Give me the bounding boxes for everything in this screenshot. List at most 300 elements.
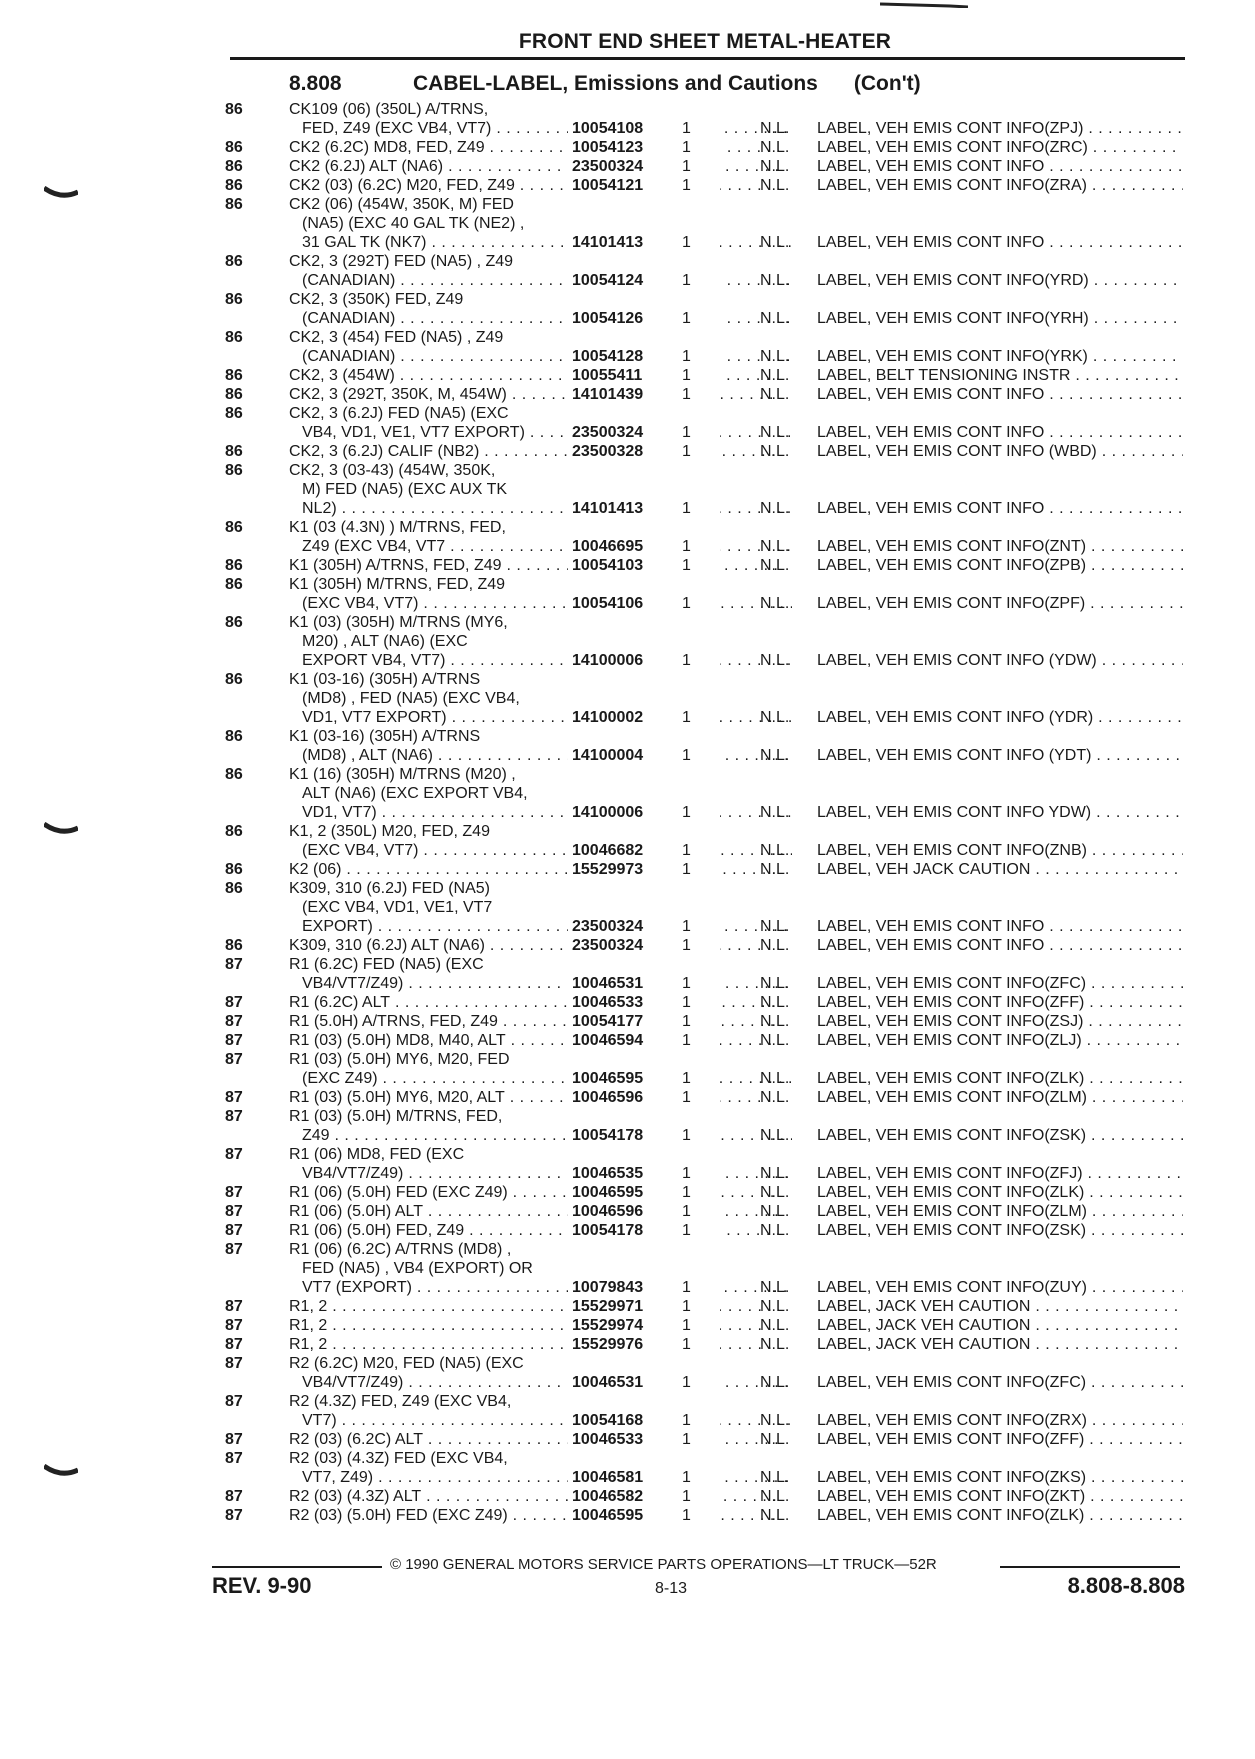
part-number: 23500324 bbox=[568, 157, 720, 176]
description-text: VT7 (EXPORT) . . . bbox=[302, 1278, 792, 1297]
parts-entry bbox=[224, 1031, 1184, 1050]
description-text: R1 (03) (5.0H) MY6, M20, ALT . . . bbox=[289, 1088, 779, 1107]
description-text: K1 (03) (305H) M/TRNS (MY6, bbox=[289, 614, 508, 631]
part-number: 10046596 bbox=[568, 1088, 720, 1107]
description-text: R1 (6.2C) ALT . . . bbox=[289, 993, 779, 1012]
entry-line bbox=[224, 461, 1184, 480]
list-price-code: N.L. bbox=[760, 1165, 790, 1182]
description-text: K309, 310 (6.2J) FED (NA5) bbox=[289, 880, 490, 897]
quantity: 1 bbox=[682, 1469, 691, 1486]
group-number: 86 bbox=[225, 443, 243, 460]
part-name: LABEL, VEH EMIS CONT INFO(ZPJ) . . . bbox=[817, 119, 1183, 138]
group-number: 86 bbox=[225, 557, 243, 574]
entry-line bbox=[224, 1411, 1184, 1430]
entry-line bbox=[224, 1392, 1184, 1411]
quantity: 1 bbox=[682, 1184, 691, 1201]
description-text: CK2 (6.2C) MD8, FED, Z49 . . . bbox=[289, 138, 779, 157]
footer-revision: REV. 9-90 bbox=[212, 1573, 312, 1598]
part-name: LABEL, VEH EMIS CONT INFO(ZLK) . . . bbox=[817, 1183, 1183, 1202]
part-name: LABEL, VEH EMIS CONT INFO(ZNT) . . . bbox=[817, 537, 1183, 556]
part-number: 10054128 bbox=[568, 347, 720, 366]
binder-hole-mark bbox=[44, 1464, 78, 1478]
part-name: LABEL, VEH EMIS CONT INFO(ZLM) . . . bbox=[817, 1088, 1183, 1107]
quantity: 1 bbox=[682, 1203, 691, 1220]
part-name: LABEL, VEH EMIS CONT INFO(ZSK) . . . bbox=[817, 1126, 1183, 1145]
quantity: 1 bbox=[682, 538, 691, 555]
quantity: 1 bbox=[682, 1507, 691, 1524]
entry-line bbox=[224, 803, 1184, 822]
parts-entry bbox=[224, 765, 1184, 822]
part-name: LABEL, VEH EMIS CONT INFO . . . bbox=[817, 157, 1183, 176]
parts-entry bbox=[224, 1316, 1184, 1335]
entry-line bbox=[224, 271, 1184, 290]
list-price-code: N.L. bbox=[760, 348, 790, 365]
list-price-code: N.L. bbox=[760, 158, 790, 175]
parts-entry bbox=[224, 290, 1184, 328]
quantity: 1 bbox=[682, 975, 691, 992]
parts-entry bbox=[224, 1145, 1184, 1183]
part-name: LABEL, VEH EMIS CONT INFO(ZFC) . . . bbox=[817, 974, 1183, 993]
description-text: K1 (03 (4.3N) ) M/TRNS, FED, bbox=[289, 519, 506, 536]
part-number: 10079843 bbox=[568, 1278, 720, 1297]
entry-line bbox=[224, 1164, 1184, 1183]
group-number: 86 bbox=[225, 196, 243, 213]
part-name: LABEL, VEH EMIS CONT INFO . . . bbox=[817, 385, 1183, 404]
description-text: R1 (06) (5.0H) FED, Z49 . . . bbox=[289, 1221, 779, 1240]
quantity: 1 bbox=[682, 1032, 691, 1049]
entry-line bbox=[224, 1506, 1184, 1525]
entry-line bbox=[224, 119, 1184, 138]
part-name: LABEL, VEH EMIS CONT INFO(ZNB) . . . bbox=[817, 841, 1183, 860]
entry-line bbox=[224, 1430, 1184, 1449]
list-price-code: N.L. bbox=[760, 1488, 790, 1505]
footer-page-number: 8-13 bbox=[655, 1580, 688, 1597]
part-number: 14100004 bbox=[568, 746, 720, 765]
description-text: R1 (06) (6.2C) A/TRNS (MD8) , bbox=[289, 1241, 512, 1258]
group-number: 86 bbox=[225, 880, 243, 897]
part-number: 10046533 bbox=[568, 1430, 720, 1449]
description-text: VB4, VD1, VE1, VT7 EXPORT) . . . bbox=[302, 423, 792, 442]
description-text: K1, 2 (350L) M20, FED, Z49 bbox=[289, 823, 490, 840]
quantity: 1 bbox=[682, 177, 691, 194]
part-name: LABEL, VEH EMIS CONT INFO(ZKT) . . . bbox=[817, 1487, 1183, 1506]
description-text: R1 (6.2C) FED (NA5) (EXC bbox=[289, 956, 484, 973]
quantity: 1 bbox=[682, 842, 691, 859]
part-number: 10054121 bbox=[568, 176, 720, 195]
entry-line bbox=[224, 1468, 1184, 1487]
parts-entry bbox=[224, 157, 1184, 176]
description-text: K1 (305H) M/TRNS, FED, Z49 bbox=[289, 576, 506, 593]
entry-line bbox=[224, 1297, 1184, 1316]
parts-entry bbox=[224, 1240, 1184, 1297]
part-number: 10054106 bbox=[568, 594, 720, 613]
description-text: VB4/VT7/Z49) . . . bbox=[302, 1373, 792, 1392]
list-price-code: N.L. bbox=[760, 842, 790, 859]
group-number: 87 bbox=[225, 1317, 243, 1334]
part-name: LABEL, VEH EMIS CONT INFO(ZFC) . . . bbox=[817, 1373, 1183, 1392]
entry-line bbox=[224, 689, 1184, 708]
description-text: R2 (03) (4.3Z) ALT . . . bbox=[289, 1487, 779, 1506]
entry-line bbox=[224, 993, 1184, 1012]
description-text: EXPORT) . . . bbox=[302, 917, 792, 936]
quantity: 1 bbox=[682, 937, 691, 954]
group-number: 86 bbox=[225, 614, 243, 631]
quantity: 1 bbox=[682, 1013, 691, 1030]
list-price-code: N.L. bbox=[760, 557, 790, 574]
description-text: R2 (03) (4.3Z) FED (EXC VB4, bbox=[289, 1450, 508, 1467]
part-name: LABEL, JACK VEH CAUTION . . . bbox=[817, 1335, 1183, 1354]
description-text: R2 (6.2C) M20, FED (NA5) (EXC bbox=[289, 1355, 524, 1372]
description-text: ALT (NA6) (EXC EXPORT VB4, bbox=[302, 785, 528, 802]
parts-entry bbox=[224, 1202, 1184, 1221]
scan-mark bbox=[880, 0, 968, 8]
description-text: R1 (03) (5.0H) MY6, M20, FED bbox=[289, 1051, 510, 1068]
group-number: 87 bbox=[225, 1203, 243, 1220]
group-number: 86 bbox=[225, 671, 243, 688]
group-number: 87 bbox=[225, 956, 243, 973]
quantity: 1 bbox=[682, 1374, 691, 1391]
parts-entry bbox=[224, 1449, 1184, 1487]
section-title: CABEL-LABEL, Emissions and Cautions bbox=[413, 72, 818, 95]
part-number: 15529973 bbox=[568, 860, 720, 879]
description-text: (MD8) , ALT (NA6) . . . bbox=[302, 746, 792, 765]
part-number: 23500324 bbox=[568, 423, 720, 442]
entry-line bbox=[224, 613, 1184, 632]
section-heading bbox=[289, 72, 921, 96]
entry-line bbox=[224, 1259, 1184, 1278]
entry-line bbox=[224, 1354, 1184, 1373]
description-text: NL2) . . . bbox=[302, 499, 792, 518]
part-number: 10046682 bbox=[568, 841, 720, 860]
parts-entry bbox=[224, 727, 1184, 765]
group-number: 86 bbox=[225, 405, 243, 422]
quantity: 1 bbox=[682, 234, 691, 251]
footer-section-range: 8.808-8.808 bbox=[1067, 1573, 1185, 1598]
part-number: 14101439 bbox=[568, 385, 720, 404]
description-text: (EXC VB4, VT7) . . . bbox=[302, 594, 792, 613]
entry-line bbox=[224, 480, 1184, 499]
list-price-code: N.L. bbox=[760, 804, 790, 821]
parts-entry bbox=[224, 860, 1184, 879]
parts-entry bbox=[224, 1088, 1184, 1107]
description-text: K1 (305H) A/TRNS, FED, Z49 . . . bbox=[289, 556, 779, 575]
description-text: (CANADIAN) . . . bbox=[302, 309, 792, 328]
entry-line bbox=[224, 1202, 1184, 1221]
list-price-code: N.L. bbox=[760, 994, 790, 1011]
list-price-code: N.L. bbox=[760, 538, 790, 555]
part-number: 23500324 bbox=[568, 936, 720, 955]
entry-line bbox=[224, 936, 1184, 955]
group-number: 87 bbox=[225, 1450, 243, 1467]
header-rule bbox=[230, 57, 1185, 60]
description-text: R1 (06) (5.0H) ALT . . . bbox=[289, 1202, 779, 1221]
description-text: (MD8) , FED (NA5) (EXC VB4, bbox=[302, 690, 520, 707]
parts-entry bbox=[224, 1221, 1184, 1240]
description-text: CK2 (06) (454W, 350K, M) FED bbox=[289, 196, 514, 213]
part-number: 15529971 bbox=[568, 1297, 720, 1316]
entry-line bbox=[224, 651, 1184, 670]
quantity: 1 bbox=[682, 386, 691, 403]
parts-entry bbox=[224, 993, 1184, 1012]
part-name: LABEL, VEH EMIS CONT INFO(ZFF) . . . bbox=[817, 1430, 1183, 1449]
list-price-code: N.L. bbox=[760, 937, 790, 954]
part-name: LABEL, VEH EMIS CONT INFO(ZLK) . . . bbox=[817, 1506, 1183, 1525]
entry-line bbox=[224, 385, 1184, 404]
part-name: LABEL, VEH EMIS CONT INFO (YDR) . . . bbox=[817, 708, 1183, 727]
parts-entry bbox=[224, 1487, 1184, 1506]
part-name: LABEL, VEH EMIS CONT INFO(ZPF) . . . bbox=[817, 594, 1183, 613]
part-number: 10046595 bbox=[568, 1183, 720, 1202]
part-number: 10054123 bbox=[568, 138, 720, 157]
quantity: 1 bbox=[682, 804, 691, 821]
group-number: 87 bbox=[225, 1222, 243, 1239]
parts-entry bbox=[224, 1430, 1184, 1449]
description-text: EXPORT VB4, VT7) . . . bbox=[302, 651, 792, 670]
part-number: 10054108 bbox=[568, 119, 720, 138]
part-name: LABEL, VEH EMIS CONT INFO(ZSJ) . . . bbox=[817, 1012, 1183, 1031]
description-text: R1, 2 . . . bbox=[289, 1316, 779, 1335]
part-number: 10054126 bbox=[568, 309, 720, 328]
part-number: 10046596 bbox=[568, 1202, 720, 1221]
description-text: (CANADIAN) . . . bbox=[302, 347, 792, 366]
entry-line bbox=[224, 518, 1184, 537]
part-number: 10054168 bbox=[568, 1411, 720, 1430]
quantity: 1 bbox=[682, 139, 691, 156]
list-price-code: N.L. bbox=[760, 1431, 790, 1448]
parts-entry bbox=[224, 822, 1184, 860]
description-text: (EXC VB4, VT7) . . . bbox=[302, 841, 792, 860]
part-number: 15529974 bbox=[568, 1316, 720, 1335]
part-name: LABEL, VEH EMIS CONT INFO(ZPB) . . . bbox=[817, 556, 1183, 575]
entry-line bbox=[224, 1050, 1184, 1069]
entry-line bbox=[224, 214, 1184, 233]
list-price-code: N.L. bbox=[760, 443, 790, 460]
group-number: 87 bbox=[225, 1298, 243, 1315]
group-number: 87 bbox=[225, 1355, 243, 1372]
group-number: 86 bbox=[225, 329, 243, 346]
parts-entry bbox=[224, 1012, 1184, 1031]
list-price-code: N.L. bbox=[760, 595, 790, 612]
description-text: CK2, 3 (350K) FED, Z49 bbox=[289, 291, 464, 308]
list-price-code: N.L. bbox=[760, 1507, 790, 1524]
entry-line bbox=[224, 499, 1184, 518]
part-name: LABEL, VEH EMIS CONT INFO(ZFJ) . . . bbox=[817, 1164, 1183, 1183]
quantity: 1 bbox=[682, 557, 691, 574]
description-text: CK2 (03) (6.2C) M20, FED, Z49 . . . bbox=[289, 176, 779, 195]
description-text: CK2, 3 (03-43) (454W, 350K, bbox=[289, 462, 496, 479]
part-name: LABEL, VEH EMIS CONT INFO(ZKS) . . . bbox=[817, 1468, 1183, 1487]
part-number: 10046595 bbox=[568, 1069, 720, 1088]
description-text: R2 (03) (5.0H) FED (EXC Z49) . . . bbox=[289, 1506, 779, 1525]
group-number: 86 bbox=[225, 937, 243, 954]
list-price-code: N.L. bbox=[760, 272, 790, 289]
entry-line bbox=[224, 1221, 1184, 1240]
part-name: LABEL, VEH EMIS CONT INFO (YDW) . . . bbox=[817, 651, 1183, 670]
entry-line bbox=[224, 404, 1184, 423]
list-price-code: N.L. bbox=[760, 1127, 790, 1144]
part-name: LABEL, JACK VEH CAUTION . . . bbox=[817, 1316, 1183, 1335]
entry-line bbox=[224, 594, 1184, 613]
description-text: CK109 (06) (350L) A/TRNS, bbox=[289, 101, 489, 118]
group-number: 86 bbox=[225, 861, 243, 878]
part-number: 10046581 bbox=[568, 1468, 720, 1487]
list-price-code: N.L. bbox=[760, 1032, 790, 1049]
description-text: CK2, 3 (454W) . . . bbox=[289, 366, 779, 385]
part-number: 10054178 bbox=[568, 1221, 720, 1240]
entry-line bbox=[224, 233, 1184, 252]
part-name: LABEL, VEH EMIS CONT INFO(ZRX) . . . bbox=[817, 1411, 1183, 1430]
parts-entry bbox=[224, 879, 1184, 936]
parts-entry bbox=[224, 1050, 1184, 1088]
list-price-code: N.L. bbox=[760, 1070, 790, 1087]
quantity: 1 bbox=[682, 367, 691, 384]
entry-line bbox=[224, 1240, 1184, 1259]
description-text: CK2, 3 (292T) FED (NA5) , Z49 bbox=[289, 253, 514, 270]
part-name: LABEL, VEH EMIS CONT INFO . . . bbox=[817, 917, 1183, 936]
group-number: 87 bbox=[225, 1241, 243, 1258]
list-price-code: N.L. bbox=[760, 120, 790, 137]
description-text: Z49 (EXC VB4, VT7 . . . bbox=[302, 537, 792, 556]
entry-line bbox=[224, 898, 1184, 917]
quantity: 1 bbox=[682, 443, 691, 460]
description-text: (EXC Z49) . . . bbox=[302, 1069, 792, 1088]
part-name: LABEL, BELT TENSIONING INSTR . . . bbox=[817, 366, 1183, 385]
group-number: 87 bbox=[225, 1108, 243, 1125]
description-text: (CANADIAN) . . . bbox=[302, 271, 792, 290]
entry-line bbox=[224, 1449, 1184, 1468]
description-text: K1 (03-16) (305H) A/TRNS bbox=[289, 728, 481, 745]
parts-entry bbox=[224, 442, 1184, 461]
group-number: 87 bbox=[225, 1431, 243, 1448]
entry-line bbox=[224, 1012, 1184, 1031]
entry-line bbox=[224, 575, 1184, 594]
entry-line bbox=[224, 176, 1184, 195]
parts-entry bbox=[224, 1392, 1184, 1430]
group-number: 87 bbox=[225, 1488, 243, 1505]
list-price-code: N.L. bbox=[760, 139, 790, 156]
section-continued: (Con't) bbox=[853, 72, 921, 95]
description-text: VD1, VT7 EXPORT) . . . bbox=[302, 708, 792, 727]
part-name: LABEL, VEH EMIS CONT INFO(ZRC) . . . bbox=[817, 138, 1183, 157]
quantity: 1 bbox=[682, 994, 691, 1011]
quantity: 1 bbox=[682, 747, 691, 764]
parts-entry bbox=[224, 366, 1184, 385]
description-text: R1 (06) (5.0H) FED (EXC Z49) . . . bbox=[289, 1183, 779, 1202]
entry-line bbox=[224, 1335, 1184, 1354]
list-price-code: N.L. bbox=[760, 424, 790, 441]
page-header-title: FRONT END SHEET METAL-HEATER bbox=[518, 30, 892, 53]
list-price-code: N.L. bbox=[760, 1317, 790, 1334]
parts-entry bbox=[224, 461, 1184, 518]
entry-line bbox=[224, 423, 1184, 442]
list-price-code: N.L. bbox=[760, 1089, 790, 1106]
group-number: 87 bbox=[225, 1507, 243, 1524]
description-text: R1 (03) (5.0H) MD8, M40, ALT . . . bbox=[289, 1031, 779, 1050]
entry-line bbox=[224, 727, 1184, 746]
list-price-code: N.L. bbox=[760, 918, 790, 935]
list-price-code: N.L. bbox=[760, 234, 790, 251]
group-number: 86 bbox=[225, 462, 243, 479]
quantity: 1 bbox=[682, 120, 691, 137]
description-text: R2 (03) (6.2C) ALT . . . bbox=[289, 1430, 779, 1449]
list-price-code: N.L. bbox=[760, 1412, 790, 1429]
parts-entry bbox=[224, 613, 1184, 670]
entry-line bbox=[224, 328, 1184, 347]
part-name: LABEL, VEH EMIS CONT INFO(YRH) . . . bbox=[817, 309, 1183, 328]
part-number: 10046531 bbox=[568, 974, 720, 993]
binder-hole-mark bbox=[44, 822, 78, 836]
part-number: 10046595 bbox=[568, 1506, 720, 1525]
description-text: K1 (03-16) (305H) A/TRNS bbox=[289, 671, 481, 688]
entry-line bbox=[224, 632, 1184, 651]
list-price-code: N.L. bbox=[760, 747, 790, 764]
part-name: LABEL, VEH EMIS CONT INFO(ZFF) . . . bbox=[817, 993, 1183, 1012]
quantity: 1 bbox=[682, 1127, 691, 1144]
part-number: 14101413 bbox=[568, 233, 720, 252]
quantity: 1 bbox=[682, 1336, 691, 1353]
entry-line bbox=[224, 1126, 1184, 1145]
description-text: CK2, 3 (6.2J) FED (NA5) (EXC bbox=[289, 405, 509, 422]
quantity: 1 bbox=[682, 1222, 691, 1239]
description-text: VT7, Z49) . . . bbox=[302, 1468, 792, 1487]
parts-entry bbox=[224, 936, 1184, 955]
part-name: LABEL, VEH EMIS CONT INFO(ZLJ) . . . bbox=[817, 1031, 1183, 1050]
parts-entry bbox=[224, 518, 1184, 556]
group-number: 86 bbox=[225, 519, 243, 536]
entry-line bbox=[224, 1278, 1184, 1297]
part-name: LABEL, VEH EMIS CONT INFO(YRK) . . . bbox=[817, 347, 1183, 366]
list-price-code: N.L. bbox=[760, 177, 790, 194]
entry-line bbox=[224, 1145, 1184, 1164]
description-text: R2 (4.3Z) FED, Z49 (EXC VB4, bbox=[289, 1393, 512, 1410]
part-name: LABEL, VEH EMIS CONT INFO . . . bbox=[817, 233, 1183, 252]
description-text: (EXC VB4, VD1, VE1, VT7 bbox=[302, 899, 493, 916]
list-price-code: N.L. bbox=[760, 861, 790, 878]
group-number: 86 bbox=[225, 177, 243, 194]
description-text: VB4/VT7/Z49) . . . bbox=[302, 1164, 792, 1183]
part-name: LABEL, JACK VEH CAUTION . . . bbox=[817, 1297, 1183, 1316]
entry-line bbox=[224, 670, 1184, 689]
list-price-code: N.L. bbox=[760, 1203, 790, 1220]
parts-entry bbox=[224, 176, 1184, 195]
description-text: FED (NA5) , VB4 (EXPORT) OR bbox=[302, 1260, 533, 1277]
parts-list bbox=[224, 100, 1184, 1525]
parts-entry bbox=[224, 195, 1184, 252]
part-number: 14100006 bbox=[568, 651, 720, 670]
list-price-code: N.L. bbox=[760, 975, 790, 992]
quantity: 1 bbox=[682, 1070, 691, 1087]
quantity: 1 bbox=[682, 595, 691, 612]
quantity: 1 bbox=[682, 1089, 691, 1106]
description-text: 31 GAL TK (NK7) . . . bbox=[302, 233, 792, 252]
list-price-code: N.L. bbox=[760, 1013, 790, 1030]
part-number: 10046695 bbox=[568, 537, 720, 556]
description-text: CK2, 3 (6.2J) CALIF (NB2) . . . bbox=[289, 442, 779, 461]
group-number: 86 bbox=[225, 386, 243, 403]
parts-entry bbox=[224, 1297, 1184, 1316]
list-price-code: N.L. bbox=[760, 1279, 790, 1296]
description-text: R1 (06) MD8, FED (EXC bbox=[289, 1146, 465, 1163]
entry-line bbox=[224, 290, 1184, 309]
description-text: R1 (03) (5.0H) M/TRNS, FED, bbox=[289, 1108, 503, 1125]
list-price-code: N.L. bbox=[760, 500, 790, 517]
entry-line bbox=[224, 537, 1184, 556]
entry-line bbox=[224, 860, 1184, 879]
entry-line bbox=[224, 556, 1184, 575]
entry-line bbox=[224, 1107, 1184, 1126]
part-name: LABEL, VEH EMIS CONT INFO . . . bbox=[817, 423, 1183, 442]
part-number: 10046594 bbox=[568, 1031, 720, 1050]
